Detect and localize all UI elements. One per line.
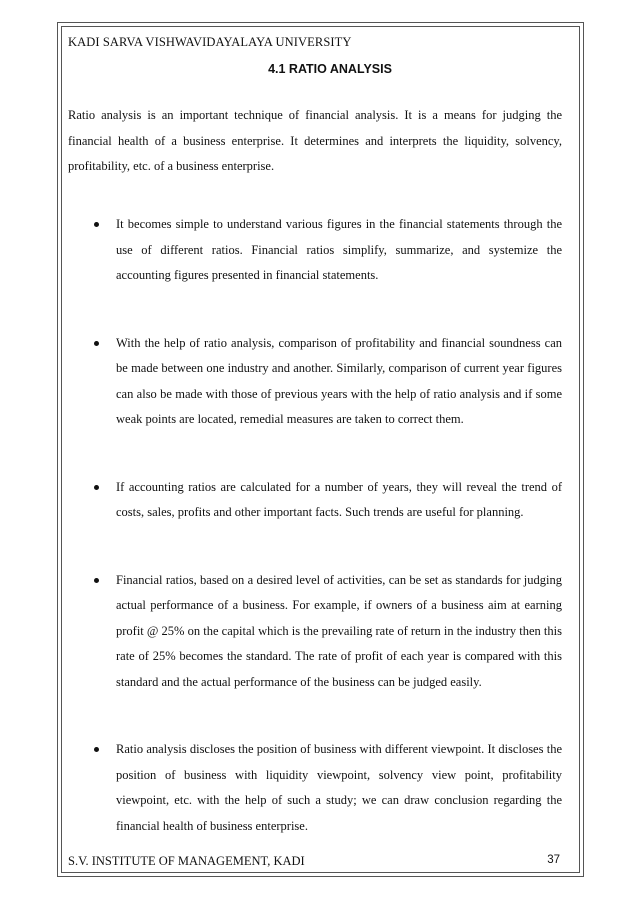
bullet-list [92, 212, 562, 839]
bullet-item [92, 212, 562, 289]
bullet-text: Financial ratios, based on a desired level of activities, can be set as standards for judging actual performance of a business. For example, if owners of a business aim at earning profit @ 25% on the capital which is the prevailing rate of return in the industry then this rate of 25% becomes the standard. The rate of profit of each year is compared with this standard and the actual performance of the business can be judged easily. [116, 572, 562, 689]
bullet-text: It becomes simple to understand various figures in the financial statements through the use of different ratios. Financial ratios simplify, summarize, and systemize the accounting figures presented in financial statements. [116, 217, 562, 282]
page-number: 37 [547, 854, 560, 866]
footer-institute: S.V. INSTITUTE OF MANAGEMENT, KADI [68, 854, 305, 868]
section-title: 4.1 RATIO ANALYSIS [268, 62, 392, 76]
intro-paragraph: Ratio analysis is an important technique of financial analysis. It is a means for judging the financial health of a business enterprise. It determines and interprets the liquidity, solvency, profitability, etc. of a business enterprise. [68, 108, 562, 173]
section-title-container [0, 62, 638, 76]
bullet-text: If accounting ratios are calculated for a number of years, they will reveal the trend of costs, sales, profits and other important facts. Such trends are useful for planning. [116, 479, 562, 519]
bullet-icon [94, 341, 99, 346]
bullet-text: Ratio analysis discloses the position of business with different viewpoint. It discloses the position of business with liquidity viewpoint, solvency view point, profitability viewpoint, etc. with the help of such a study; we can draw conclusion regarding the financial health of business enterprise. [116, 742, 562, 833]
page-header: KADI SARVA VISHWAVIDAYALAYA UNIVERSITY [68, 35, 352, 49]
bullet-icon [94, 222, 99, 227]
bullet-icon [94, 747, 99, 752]
bullet-icon [94, 578, 99, 583]
bullet-text: With the help of ratio analysis, comparison of profitability and financial soundness can be made between one industry and another. Similarly, comparison of current year figures can also be made with those of previous years with the help of ratio analysis and if some weak points are located, remedial measures are taken to correct them. [116, 335, 562, 426]
bullet-item [92, 737, 562, 839]
bullet-item [92, 568, 562, 696]
bullet-item [92, 475, 562, 526]
bullet-icon [94, 485, 99, 490]
bullet-item [92, 331, 562, 433]
